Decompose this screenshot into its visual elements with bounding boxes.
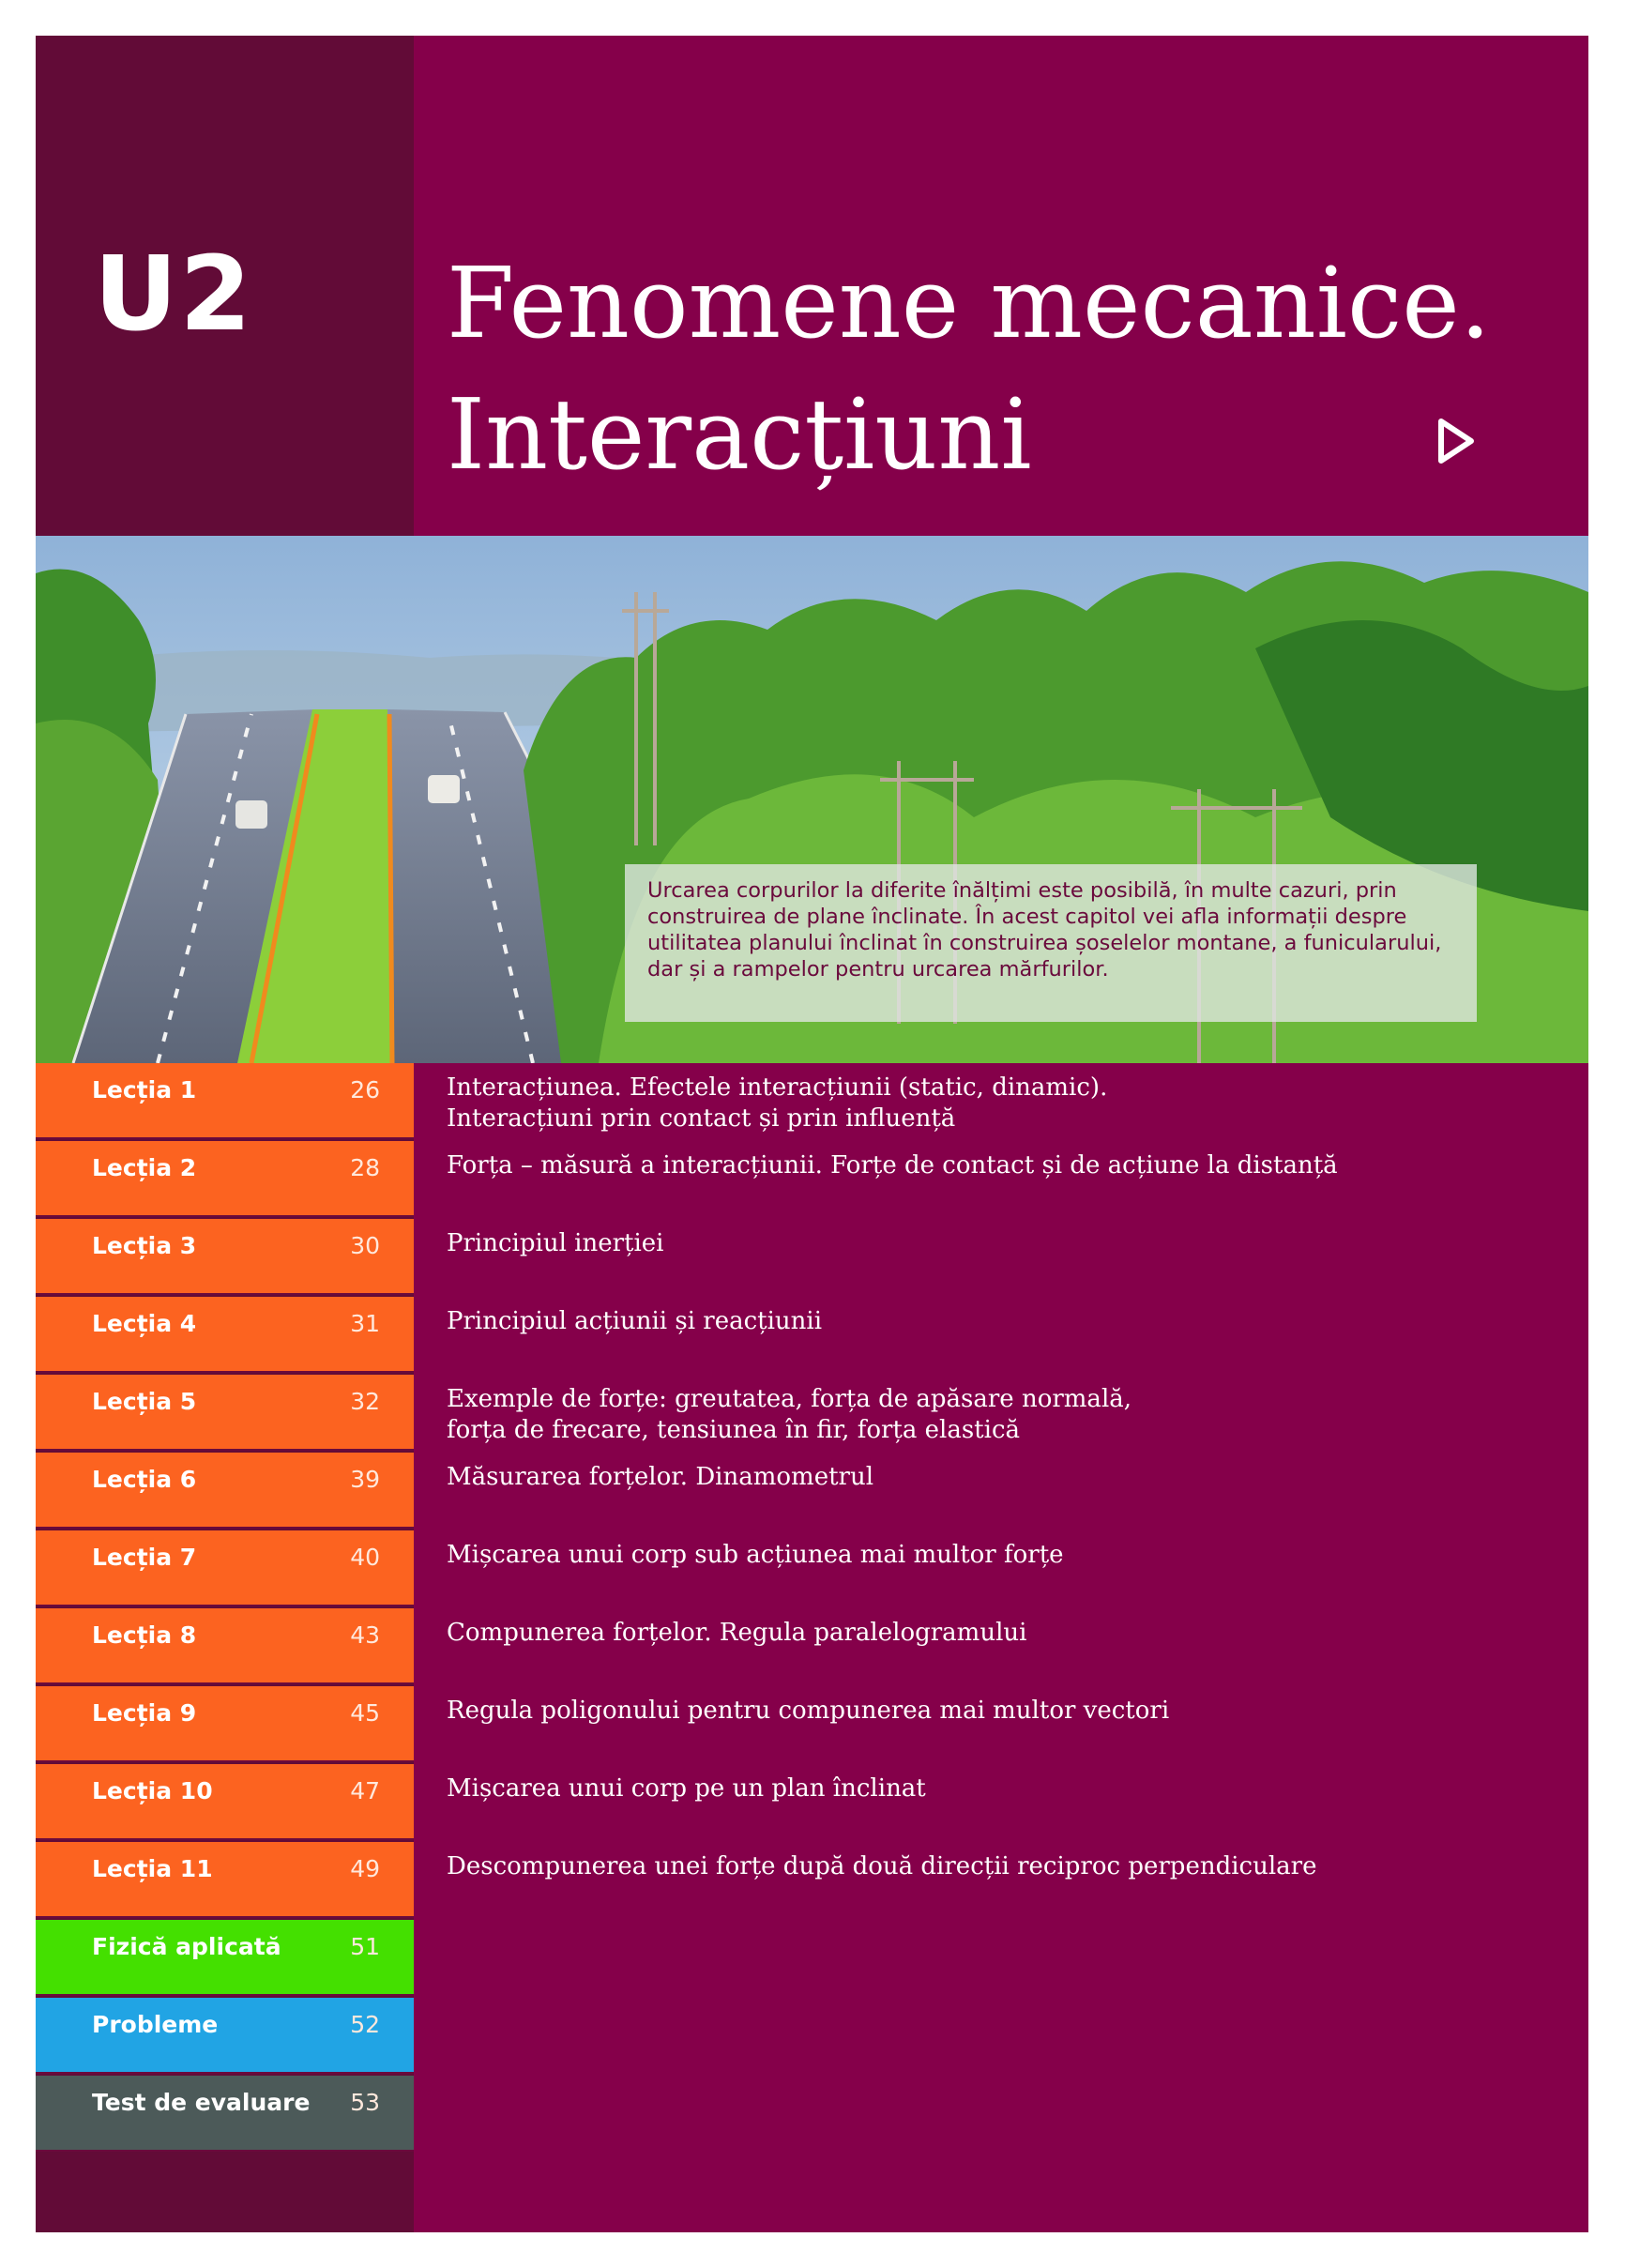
toc-lesson-label: Lecția 3	[92, 1232, 197, 1259]
toc-lesson-title: Mișcarea unui corp pe un plan înclinat	[447, 1774, 926, 1803]
toc-lesson-cell[interactable]	[36, 2076, 414, 2152]
toc-row[interactable]	[36, 1686, 1588, 1762]
hero-caption: Urcarea corpurilor la diferite înălțimi este posibilă, în multe cazuri, prin construirea de plane înclinate. În acest capitol vei afla informații despre utilitatea planului înclinat în construirea șoselelor montane, a funicularului, dar și a rampelor pentru urcarea mărfurilor.	[625, 864, 1477, 1022]
toc-lesson-cell[interactable]	[36, 1141, 414, 1217]
toc-row[interactable]	[36, 1453, 1588, 1529]
toc-lesson-label: Lecția 11	[92, 1855, 213, 1882]
toc-page-number: 45	[350, 1699, 380, 1727]
toc-page-number: 49	[350, 1855, 380, 1882]
toc-lesson-label: Test de evaluare	[92, 2089, 311, 2116]
toc-lesson-cell[interactable]	[36, 1842, 414, 1918]
toc-page-number: 53	[350, 2089, 380, 2116]
toc-page-number: 31	[350, 1310, 380, 1337]
hero-photo	[36, 536, 1588, 1063]
toc-lesson-title: Principiul acțiunii și reacțiunii	[447, 1307, 823, 1335]
toc-page-number: 39	[350, 1466, 380, 1493]
toc-row[interactable]	[36, 1375, 1588, 1451]
toc-lesson-cell[interactable]	[36, 1764, 414, 1840]
toc-lesson-cell[interactable]	[36, 1998, 414, 2074]
toc-lesson-label: Lecția 1	[92, 1076, 197, 1104]
toc-lesson-label: Fizică aplicată	[92, 1933, 281, 1960]
toc-page-number: 30	[350, 1232, 380, 1259]
unit-title	[447, 237, 1535, 500]
toc-lesson-title: Descompunerea unei forțe după două direcții reciproc perpendiculare	[447, 1852, 1317, 1880]
toc-row[interactable]	[36, 1920, 1588, 1996]
toc-lesson-cell[interactable]	[36, 1453, 414, 1529]
toc-row[interactable]	[36, 1608, 1588, 1684]
toc-page-number: 51	[350, 1933, 380, 1960]
toc-row[interactable]	[36, 2076, 1588, 2152]
toc-row[interactable]	[36, 1141, 1588, 1217]
toc-page-number: 32	[350, 1388, 380, 1415]
toc-row[interactable]	[36, 1998, 1588, 2074]
toc-row[interactable]	[36, 1764, 1588, 1840]
toc-page-number: 47	[350, 1777, 380, 1804]
toc-lesson-label: Lecția 7	[92, 1544, 197, 1571]
toc-lesson-label: Lecția 8	[92, 1621, 197, 1649]
toc-lesson-label: Lecția 2	[92, 1154, 197, 1181]
unit-code: U2	[94, 234, 253, 354]
toc-lesson-cell[interactable]	[36, 1920, 414, 1996]
toc-lesson-title: Interacțiunea. Efectele interacțiunii (static, dinamic). Interacțiuni prin contact și prin influență	[447, 1073, 1108, 1133]
toc-page-number: 26	[350, 1076, 380, 1104]
toc-lesson-cell[interactable]	[36, 1375, 414, 1451]
play-triangle-icon[interactable]	[1435, 416, 1477, 466]
toc-row[interactable]	[36, 1297, 1588, 1373]
toc-lesson-title: Principiul inerției	[447, 1229, 664, 1257]
toc-lesson-label: Lecția 6	[92, 1466, 197, 1493]
toc-lesson-label: Lecția 5	[92, 1388, 197, 1415]
toc-row[interactable]	[36, 1842, 1588, 1918]
toc-lesson-cell[interactable]	[36, 1063, 414, 1139]
toc-lesson-title: Forța – măsură a interacțiunii. Forțe de contact și de acțiune la distanță	[447, 1151, 1338, 1180]
toc-lesson-title: Regula poligonului pentru compunerea mai multor vectori	[447, 1697, 1170, 1725]
toc-lesson-title: Exemple de forțe: greutatea, forța de apăsare normală, forța de frecare, tensiunea în fir, forța elastică	[447, 1385, 1132, 1444]
toc-row[interactable]	[36, 1063, 1588, 1139]
toc-row[interactable]	[36, 1219, 1588, 1295]
toc-page-number: 43	[350, 1621, 380, 1649]
toc-lesson-label: Lecția 10	[92, 1777, 213, 1804]
toc-lesson-title: Compunerea forțelor. Regula paralelogramului	[447, 1619, 1027, 1647]
toc-lesson-cell[interactable]	[36, 1219, 414, 1295]
toc-lesson-title: Mișcarea unui corp sub acțiunea mai multor forțe	[447, 1541, 1064, 1569]
toc-lesson-label: Probleme	[92, 2011, 219, 2038]
toc-row[interactable]	[36, 1530, 1588, 1606]
toc-page-number: 40	[350, 1544, 380, 1571]
toc-lesson-cell[interactable]	[36, 1686, 414, 1762]
unit-page	[36, 36, 1588, 2232]
toc-lesson-cell[interactable]	[36, 1297, 414, 1373]
toc-lesson-cell[interactable]	[36, 1530, 414, 1606]
toc-lesson-title: Măsurarea forțelor. Dinamometrul	[447, 1463, 874, 1491]
toc-lesson-cell[interactable]	[36, 1608, 414, 1684]
toc-lesson-label: Lecția 4	[92, 1310, 197, 1337]
toc-lesson-label: Lecția 9	[92, 1699, 197, 1727]
toc-page-number: 52	[350, 2011, 380, 2038]
unit-title-line-2: Interacțiuni	[447, 377, 1032, 492]
unit-title-line-1: Fenomene mecanice.	[447, 246, 1491, 360]
toc-page-number: 28	[350, 1154, 380, 1181]
